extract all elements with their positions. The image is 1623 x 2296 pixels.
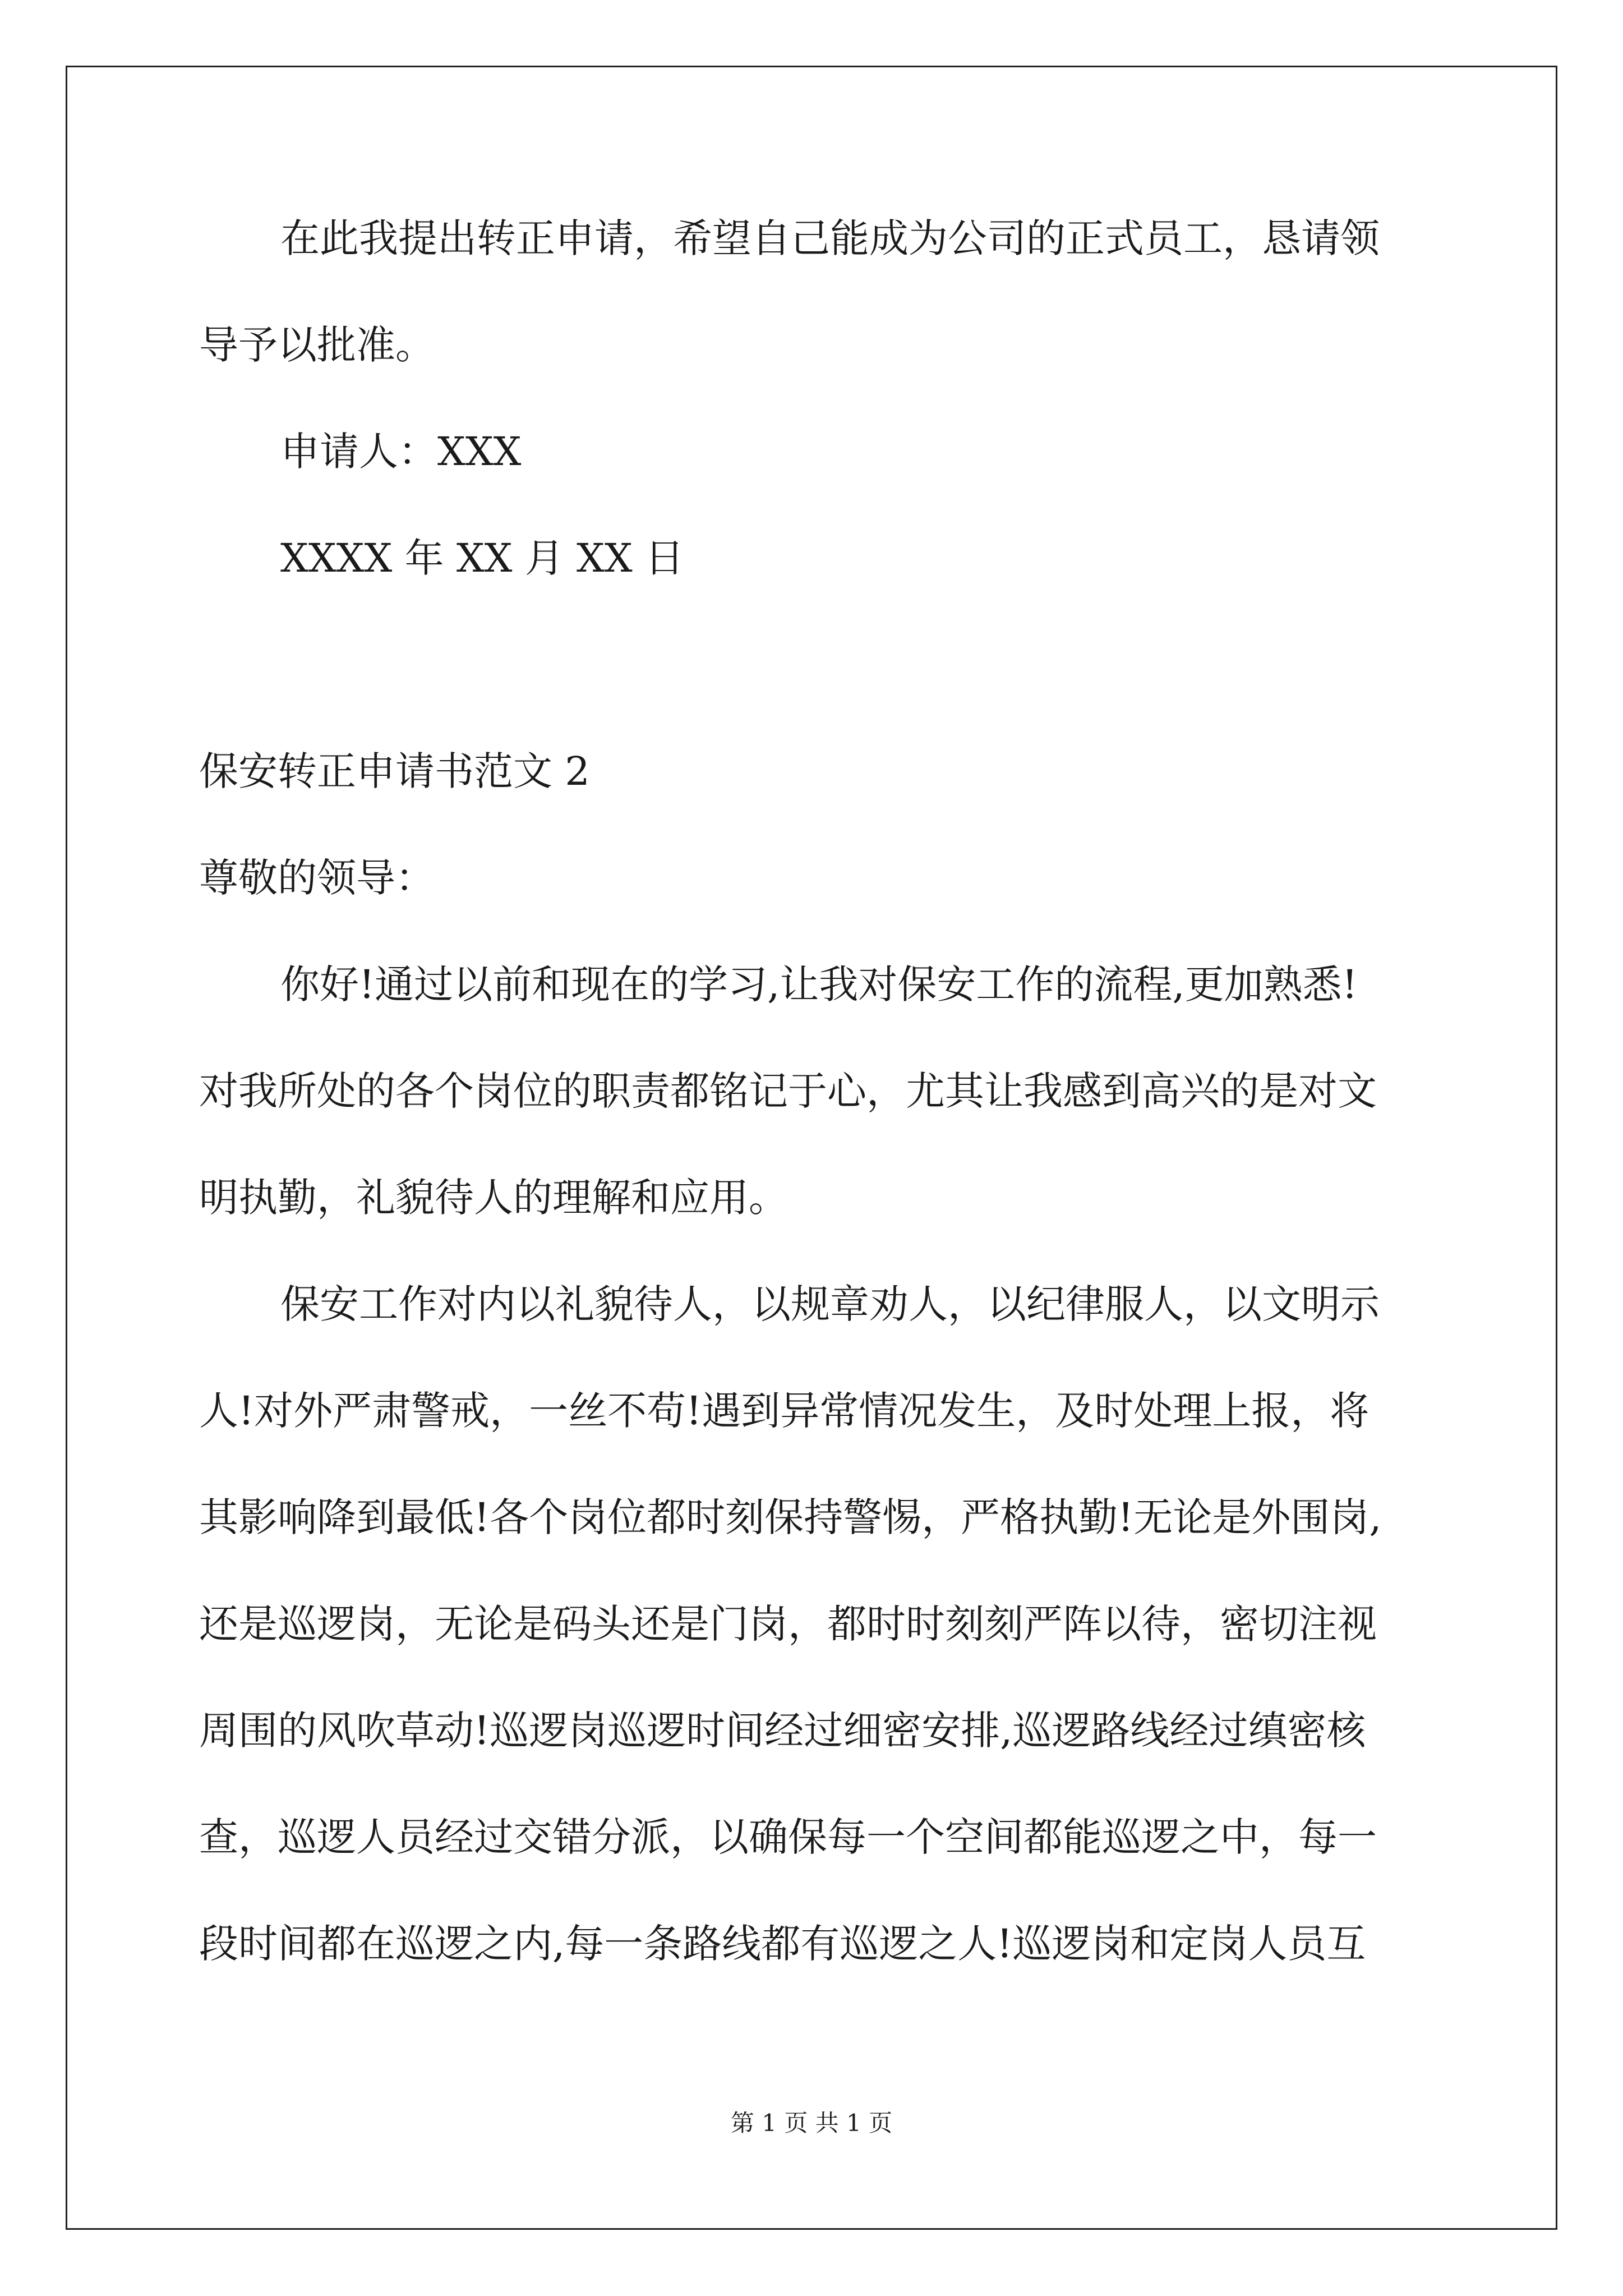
- page-frame: [66, 66, 1557, 2230]
- signature-date: XXXX 年 XX 月 XX 日: [280, 535, 684, 581]
- paragraph-line: 明执勤，礼貌待人的理解和应用。: [199, 1175, 788, 1221]
- paragraph-line: 其影响降到最低!各个岗位都时刻保持警惕，严格执勤!无论是外围岗,: [199, 1494, 1382, 1540]
- paragraph-line: 人!对外严肃警戒，一丝不苟!遇到异常情况发生，及时处理上报，将: [199, 1388, 1370, 1434]
- paragraph-line: 周围的风吹草动!巡逻岗巡逻时间经过细密安排,巡逻路线经过缜密核: [199, 1708, 1366, 1754]
- paragraph-line: 还是巡逻岗，无论是码头还是门岗，都时时刻刻严阵以待，密切注视: [199, 1601, 1377, 1647]
- paragraph-line: 保安工作对内以礼貌待人，以规章劝人，以纪律服人，以文明示: [280, 1281, 1380, 1327]
- signature-applicant: 申请人：XXX: [280, 429, 522, 475]
- paragraph-line: 在此我提出转正申请，希望自己能成为公司的正式员工，恳请领: [280, 215, 1380, 261]
- section-title: 保安转正申请书范文 2: [199, 748, 590, 794]
- page-footer: 第 1 页 共 1 页: [730, 2109, 893, 2137]
- salutation: 尊敬的领导：: [199, 855, 435, 901]
- paragraph-line: 段时间都在巡逻之内,每一条路线都有巡逻之人!巡逻岗和定岗人员互: [199, 1921, 1366, 1967]
- paragraph-line: 导予以批准。: [199, 322, 435, 368]
- paragraph-line: 你好!通过以前和现在的学习,让我对保安工作的流程,更加熟悉!: [280, 961, 1358, 1007]
- paragraph-line: 对我所处的各个岗位的职责都铭记于心，尤其让我感到高兴的是对文: [199, 1068, 1377, 1114]
- paragraph-line: 查，巡逻人员经过交错分派，以确保每一个空间都能巡逻之中，每一: [199, 1814, 1377, 1860]
